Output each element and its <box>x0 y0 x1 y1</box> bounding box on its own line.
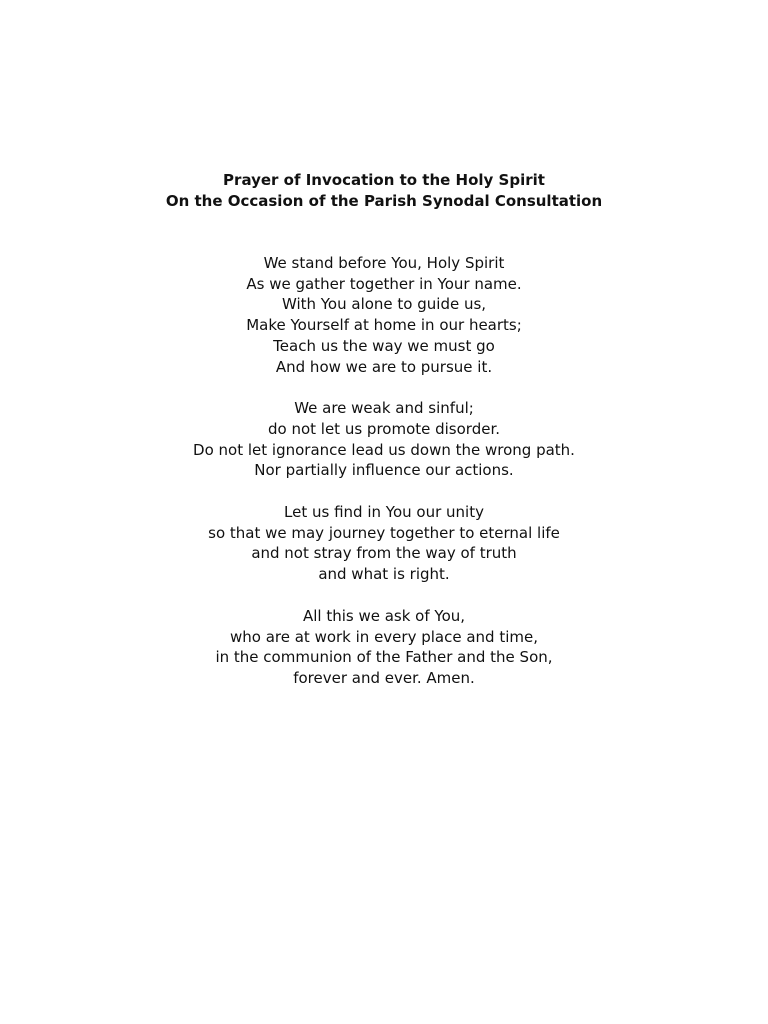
verse-line: forever and ever. Amen. <box>293 668 475 687</box>
verse-line: We are weak and sinful; <box>294 399 474 418</box>
verse-line: All this we ask of You, <box>302 606 466 625</box>
verse-line: Let us find in You our unity <box>284 503 484 522</box>
verse-line: With You alone to guide us, <box>281 295 487 314</box>
verse-line: As we gather together in Your name. <box>246 274 522 293</box>
verse-line: who are at work in every place and time, <box>229 627 538 646</box>
verse-line: and not stray from the way of truth <box>251 544 517 563</box>
verse-line: do not let us promote disorder. <box>267 419 501 438</box>
stanza-4 <box>0 606 768 689</box>
verse-line: Teach us the way we must go <box>273 336 495 355</box>
verse-line: Make Yourself at home in our hearts; <box>246 316 522 335</box>
subtitle-line: On the Occasion of the Parish Synodal Consultation <box>165 192 603 210</box>
prayer-title <box>0 170 768 212</box>
title-line: Prayer of Invocation to the Holy Spirit <box>223 171 545 189</box>
verse-line: and what is right. <box>318 565 450 584</box>
prayer-text <box>0 170 768 710</box>
stanza-1 <box>0 253 768 377</box>
verse-line: And how we are to pursue it. <box>275 357 493 376</box>
verse-line: We stand before You, Holy Spirit <box>263 254 505 272</box>
verse-line: in the communion of the Father and the Son, <box>215 648 553 667</box>
stanza-3 <box>0 502 768 585</box>
verse-line: Do not let ignorance lead us down the wrong path. <box>193 440 575 459</box>
stanza-2 <box>0 398 768 481</box>
verse-line: so that we may journey together to eternal life <box>208 523 560 542</box>
verse-line: Nor partially influence our actions. <box>254 461 514 480</box>
